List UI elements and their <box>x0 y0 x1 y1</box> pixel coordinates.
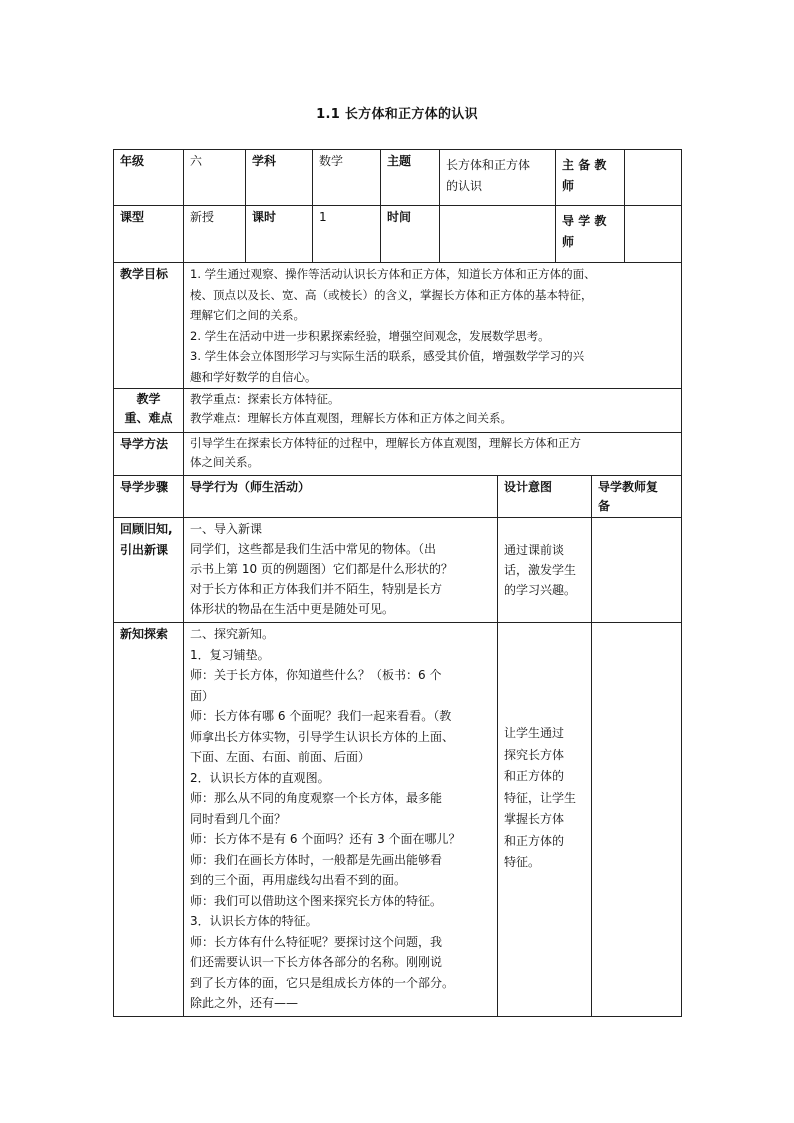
intent-line: 通过课前谈 <box>504 543 565 557</box>
grade-value: 六 <box>184 150 246 206</box>
type-label: 课型 <box>114 206 184 263</box>
intent-line: 特征，让学生 <box>504 790 577 805</box>
action-line: 下面、左面、右面、前面、后面） <box>190 750 371 764</box>
goals-label: 教学目标 <box>114 263 184 389</box>
action-line: 体形状的物品在生活中更是随处可见。 <box>190 602 395 616</box>
goal-line: 理解它们之间的关系。 <box>190 308 305 322</box>
teacher-cell-divider <box>624 149 625 262</box>
action-line: 二、探究新知。 <box>190 627 275 641</box>
goals-content <box>184 263 682 389</box>
intent-header: 设计意图 <box>498 476 592 518</box>
intent-line: 特征。 <box>504 855 541 869</box>
intent-line: 和正方体的 <box>504 833 565 848</box>
action-line: 对于长方体和正方体我们并不陌生，特别是长方 <box>190 582 443 596</box>
action-line: 到的三个面，再用虚线勾出看不到的面。 <box>190 873 407 887</box>
method-row <box>114 433 682 476</box>
explore-intent <box>498 623 592 1017</box>
topic-value-line: 长方体和正方体 <box>446 158 531 172</box>
goal-line: 3. 学生体会立体图形学习与实际生活的联系，感受其价值，增强数学学习的兴 <box>190 349 585 363</box>
action-line: 们还需要认识一下长方体各部分的名称。刚刚说 <box>190 955 443 969</box>
method-line: 引导学生在探索长方体特征的过程中，理解长方体直观图，理解长方体和正方 <box>190 436 581 450</box>
subject-value: 数学 <box>313 150 381 206</box>
review-teacher-notes <box>592 518 682 623</box>
action-line: 2．认识长方体的直观图。 <box>190 770 330 785</box>
method-label: 导学方法 <box>114 433 184 476</box>
info-row-type <box>114 206 682 263</box>
goal-line: 趣和学好数学的自信心。 <box>190 369 317 384</box>
intent-line: 话，激发学生 <box>504 563 577 577</box>
time-value <box>440 206 556 263</box>
period-value: 1 <box>313 206 381 263</box>
intent-line: 的学习兴趣。 <box>504 583 577 597</box>
explore-teacher-notes <box>592 623 682 1017</box>
intent-line: 和正方体的 <box>504 769 565 783</box>
key-points-row <box>114 389 682 433</box>
intent-line: 探究长方体 <box>504 747 565 762</box>
review-step-line: 引出新课 <box>120 543 169 557</box>
action-line: 师：我们在画长方体时，一般都是先画出能够看 <box>190 852 443 867</box>
action-line: 师：长方体有什么特征呢？要探讨这个问题，我 <box>190 934 443 949</box>
review-step-line: 回顾旧知, <box>120 522 173 536</box>
info-row-grade <box>114 150 682 206</box>
key-points-content <box>184 389 682 433</box>
review-header <box>592 476 682 518</box>
teaching-focus: 教学重点：探索长方体特征。 <box>190 392 340 406</box>
action-line: 师：长方体有哪 6 个面呢？我们一起来看看。（教 <box>190 709 452 723</box>
action-line: 到了长方体的面，它只是组成长方体的一个部分。 <box>190 975 455 990</box>
goal-line: 棱、顶点以及长、宽、高（或棱长）的含义，掌握长方体和正方体的基本特征， <box>190 287 593 302</box>
action-line: 3．认识长方体的特征。 <box>190 914 318 928</box>
type-value: 新授 <box>184 206 246 263</box>
topic-value <box>440 150 556 206</box>
period-label: 课时 <box>246 206 313 263</box>
intent-line: 掌握长方体 <box>504 812 565 826</box>
steps-header-row <box>114 476 682 518</box>
review-header-line: 备 <box>598 499 611 513</box>
key-points-label <box>114 389 184 433</box>
grade-label: 年级 <box>114 150 184 206</box>
goal-line: 2. 学生在活动中进一步积累探索经验，增强空间观念，发展数学思考。 <box>190 328 550 343</box>
subject-label: 学科 <box>246 150 313 206</box>
teaching-difficulty: 教学难点：理解长方体直观图，理解长方体和正方体之间关系。 <box>190 411 512 425</box>
action-line: 示书上第 10 页的例题图）它们都是什么形状的？ <box>190 562 453 576</box>
action-line: 师：长方体不是有 6 个面吗？还有 3 个面在哪儿？ <box>190 832 461 846</box>
lesson-plan-table <box>113 149 682 1017</box>
goals-row <box>114 263 682 389</box>
review-step-label <box>114 518 184 623</box>
guide-teacher-cell <box>556 206 682 263</box>
action-line: 同时看到几个面？ <box>190 811 287 826</box>
method-line: 体之间关系。 <box>190 455 259 469</box>
prep-teacher-cell <box>556 150 682 206</box>
explore-row <box>114 623 682 1017</box>
explore-step-label: 新知探索 <box>114 623 184 1017</box>
action-line: 一、导入新课 <box>190 522 263 536</box>
actions-header: 导学行为（师生活动） <box>184 476 498 518</box>
action-line: 1．复习铺垫。 <box>190 647 270 662</box>
intent-line: 让学生通过 <box>504 726 565 740</box>
review-actions <box>184 518 498 623</box>
review-header-line: 导学教师复 <box>598 480 659 494</box>
action-line: 师拿出长方体实物，引导学生认识长方体的上面、 <box>190 729 455 744</box>
steps-header: 导学步骤 <box>114 476 184 518</box>
action-line: 面） <box>190 688 215 703</box>
prep-teacher-label: 主 备 教 <box>562 158 607 172</box>
prep-teacher-label: 师 <box>562 178 575 193</box>
review-intent <box>498 518 592 623</box>
action-line: 除此之外，还有—— <box>190 996 299 1010</box>
action-line: 同学们，这些都是我们生活中常见的物体。（出 <box>190 542 437 556</box>
key-points-label-line: 重、难点 <box>124 411 173 425</box>
topic-label: 主题 <box>381 150 440 206</box>
explore-actions <box>184 623 498 1017</box>
document-title: 1.1 长方体和正方体的认识 <box>316 107 478 122</box>
guide-teacher-label: 导 学 教 <box>562 214 607 228</box>
guide-teacher-label: 师 <box>562 234 575 249</box>
action-line: 师：那么从不同的角度观察一个长方体，最多能 <box>190 791 443 805</box>
time-label: 时间 <box>381 206 440 263</box>
goal-line: 1. 学生通过观察、操作等活动认识长方体和正方体，知道长方体和正方体的面、 <box>190 267 596 281</box>
method-content <box>184 433 682 476</box>
topic-value-line: 的认识 <box>446 178 483 193</box>
key-points-label-line: 教学 <box>136 392 161 406</box>
action-line: 师：我们可以借助这个图来探究长方体的特征。 <box>190 893 443 908</box>
action-line: 师：关于长方体，你知道些什么？（板书：6 个 <box>190 668 442 682</box>
review-row <box>114 518 682 623</box>
